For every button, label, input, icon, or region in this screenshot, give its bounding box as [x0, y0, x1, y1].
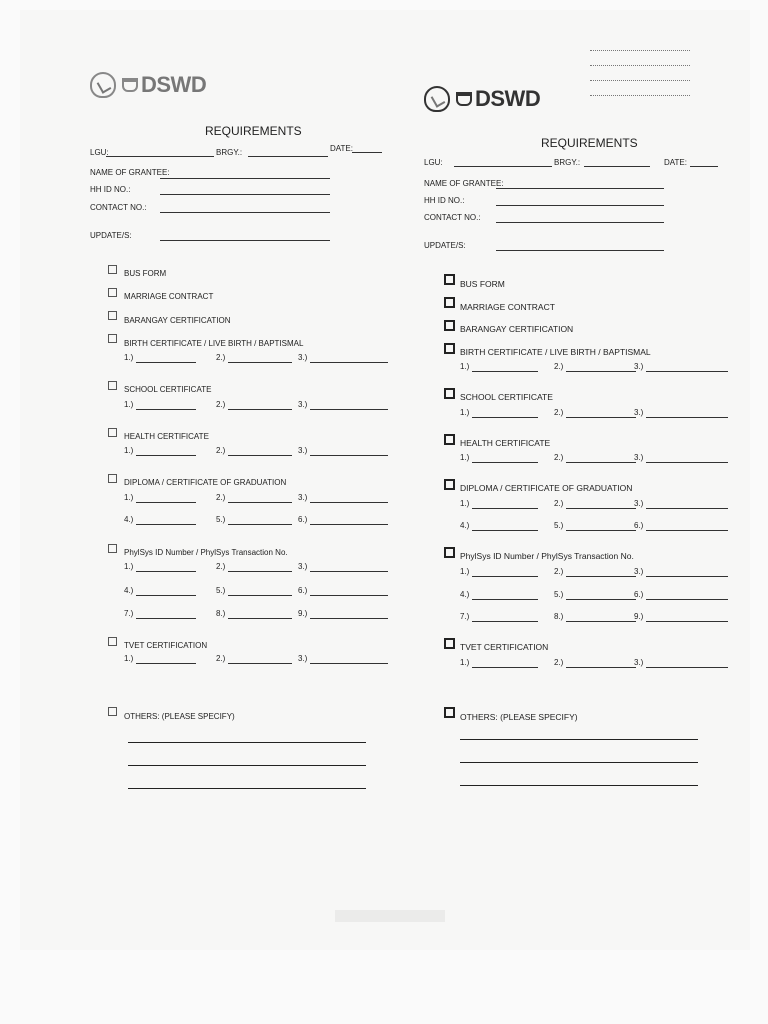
- birth-entry-number: 2.): [554, 362, 564, 371]
- diploma-entry-number: 2.): [554, 499, 564, 508]
- philsys-entry-field[interactable]: [472, 599, 538, 600]
- tvet-label: TVET CERTIFICATION: [124, 641, 208, 650]
- school-entry-number: 3.): [634, 408, 644, 417]
- tvet-entry-number: 1.): [124, 654, 134, 663]
- diploma-entry-field[interactable]: [136, 524, 196, 525]
- date-label: DATE:: [664, 158, 687, 167]
- philsys-entry-field[interactable]: [228, 595, 292, 596]
- others-specify-field[interactable]: [460, 739, 698, 740]
- others-checkbox[interactable]: [108, 707, 117, 716]
- hh-id-field[interactable]: [160, 194, 330, 195]
- dswd-seal-icon: [90, 72, 116, 98]
- birth-entry-number: 1.): [460, 362, 470, 371]
- form-title: REQUIREMENTS: [541, 136, 638, 150]
- school-entry-field[interactable]: [310, 409, 388, 410]
- barangay-label: BARANGAY CERTIFICATION: [124, 316, 231, 325]
- philsys-entry-field[interactable]: [472, 621, 538, 622]
- marriage-checkbox[interactable]: [108, 288, 117, 297]
- school-entry-number: 1.): [124, 400, 134, 409]
- school-entry-field[interactable]: [566, 417, 636, 418]
- birth-entry-field[interactable]: [472, 371, 538, 372]
- hh-id-label: HH ID NO.:: [90, 185, 131, 194]
- diploma-label: DIPLOMA / CERTIFICATE OF GRADUATION: [460, 483, 633, 493]
- philsys-entry-number: 1.): [460, 567, 470, 576]
- updates-field[interactable]: [160, 240, 330, 241]
- tvet-entry-field[interactable]: [310, 663, 388, 664]
- birth-entry-number: 3.): [298, 353, 308, 362]
- philsys-entry-field[interactable]: [646, 576, 728, 577]
- brgy-label: BRGY.:: [554, 158, 581, 167]
- philsys-entry-number: 2.): [216, 562, 226, 571]
- philsys-entry-field[interactable]: [310, 618, 388, 619]
- health-entry-number: 2.): [554, 453, 564, 462]
- contact-field[interactable]: [496, 222, 664, 223]
- philsys-entry-field[interactable]: [472, 576, 538, 577]
- philsys-entry-field[interactable]: [228, 618, 292, 619]
- diploma-entry-number: 6.): [298, 515, 308, 524]
- tvet-entry-field[interactable]: [228, 663, 292, 664]
- tvet-checkbox[interactable]: [444, 638, 455, 649]
- philsys-entry-field[interactable]: [566, 621, 636, 622]
- dswd-seal-icon: [424, 86, 450, 112]
- school-entry-number: 1.): [460, 408, 470, 417]
- philsys-entry-field[interactable]: [566, 576, 636, 577]
- school-checkbox[interactable]: [108, 381, 117, 390]
- contact-label: CONTACT NO.:: [90, 203, 147, 212]
- birth-checkbox[interactable]: [444, 343, 455, 354]
- dswd-logo: [90, 72, 206, 98]
- form-title: REQUIREMENTS: [205, 124, 302, 138]
- others-checkbox[interactable]: [444, 707, 455, 718]
- diploma-entry-number: 5.): [216, 515, 226, 524]
- birth-label: BIRTH CERTIFICATE / LIVE BIRTH / BAPTISMAL: [124, 339, 304, 348]
- philsys-entry-number: 3.): [298, 562, 308, 571]
- diploma-entry-field[interactable]: [472, 530, 538, 531]
- birth-entry-number: 3.): [634, 362, 644, 371]
- philsys-entry-field[interactable]: [646, 621, 728, 622]
- health-entry-field[interactable]: [310, 455, 388, 456]
- barangay-checkbox[interactable]: [108, 311, 117, 320]
- tvet-entry-number: 1.): [460, 658, 470, 667]
- lgu-label: LGU:: [90, 148, 109, 157]
- school-label: SCHOOL CERTIFICATE: [124, 385, 212, 394]
- health-entry-field[interactable]: [472, 462, 538, 463]
- health-entry-number: 1.): [124, 446, 134, 455]
- diploma-entry-field[interactable]: [646, 530, 728, 531]
- agency-name: DSWD: [141, 72, 207, 97]
- diploma-entry-field[interactable]: [310, 502, 388, 503]
- health-checkbox[interactable]: [444, 434, 455, 445]
- birth-entry-field[interactable]: [228, 362, 292, 363]
- brgy-field[interactable]: [248, 156, 328, 157]
- philsys-label: PhylSys ID Number / PhylSys Transaction No.: [460, 551, 634, 561]
- birth-entry-field[interactable]: [646, 371, 728, 372]
- philsys-entry-number: 8.): [554, 612, 564, 621]
- lgu-label: LGU:: [424, 158, 443, 167]
- tvet-entry-number: 2.): [554, 658, 564, 667]
- bus-form-checkbox[interactable]: [108, 265, 117, 274]
- diploma-entry-field[interactable]: [136, 502, 196, 503]
- tvet-entry-field[interactable]: [136, 663, 196, 664]
- tvet-entry-number: 3.): [634, 658, 644, 667]
- birth-entry-field[interactable]: [566, 371, 636, 372]
- philsys-checkbox[interactable]: [108, 544, 117, 553]
- diploma-entry-number: 6.): [634, 521, 644, 530]
- tvet-entry-number: 3.): [298, 654, 308, 663]
- school-entry-field[interactable]: [646, 417, 728, 418]
- contact-label: CONTACT NO.:: [424, 213, 481, 222]
- philsys-entry-number: 7.): [460, 612, 470, 621]
- updates-label: UPDATE/S:: [424, 241, 466, 250]
- tvet-entry-number: 2.): [216, 654, 226, 663]
- diploma-entry-number: 1.): [124, 493, 134, 502]
- school-entry-number: 2.): [554, 408, 564, 417]
- philsys-entry-field[interactable]: [136, 595, 196, 596]
- philsys-entry-number: 4.): [124, 586, 134, 595]
- health-entry-number: 3.): [298, 446, 308, 455]
- philsys-entry-number: 5.): [554, 590, 564, 599]
- dswd-logo: [424, 86, 540, 112]
- others-specify-field[interactable]: [460, 762, 698, 763]
- philsys-entry-number: 4.): [460, 590, 470, 599]
- diploma-entry-number: 2.): [216, 493, 226, 502]
- philsys-entry-number: 7.): [124, 609, 134, 618]
- philsys-entry-number: 9.): [634, 612, 644, 621]
- philsys-entry-number: 8.): [216, 609, 226, 618]
- philsys-label: PhylSys ID Number / PhylSys Transaction No.: [124, 548, 288, 557]
- dswd-cup-icon: [456, 92, 472, 106]
- diploma-entry-field[interactable]: [310, 524, 388, 525]
- philsys-entry-number: 1.): [124, 562, 134, 571]
- grantee-field[interactable]: [160, 178, 330, 179]
- barangay-label: BARANGAY CERTIFICATION: [460, 324, 574, 334]
- diploma-checkbox[interactable]: [108, 474, 117, 483]
- others-label: OTHERS: (PLEASE SPECIFY): [124, 712, 235, 721]
- brgy-field[interactable]: [584, 166, 650, 167]
- diploma-entry-field[interactable]: [566, 508, 636, 509]
- contact-field[interactable]: [160, 212, 330, 213]
- philsys-entry-field[interactable]: [228, 571, 292, 572]
- date-label: DATE:: [330, 144, 353, 153]
- date-field[interactable]: [690, 166, 718, 167]
- philsys-entry-number: 9.): [298, 609, 308, 618]
- tvet-entry-field[interactable]: [646, 667, 728, 668]
- diploma-entry-number: 4.): [124, 515, 134, 524]
- hh-id-field[interactable]: [496, 205, 664, 206]
- grantee-field[interactable]: [496, 188, 664, 189]
- philsys-entry-number: 6.): [298, 586, 308, 595]
- diploma-entry-number: 4.): [460, 521, 470, 530]
- diploma-entry-field[interactable]: [228, 502, 292, 503]
- philsys-entry-field[interactable]: [136, 571, 196, 572]
- tvet-checkbox[interactable]: [108, 637, 117, 646]
- diploma-entry-number: 3.): [298, 493, 308, 502]
- diploma-checkbox[interactable]: [444, 479, 455, 490]
- health-entry-field[interactable]: [228, 455, 292, 456]
- school-entry-field[interactable]: [228, 409, 292, 410]
- others-specify-field[interactable]: [128, 788, 366, 789]
- philsys-entry-field[interactable]: [566, 599, 636, 600]
- health-entry-field[interactable]: [136, 455, 196, 456]
- marriage-label: MARRIAGE CONTRACT: [124, 292, 214, 301]
- hh-id-label: HH ID NO.:: [424, 196, 465, 205]
- grantee-label: NAME OF GRANTEE:: [424, 179, 504, 188]
- diploma-entry-field[interactable]: [566, 530, 636, 531]
- philsys-checkbox[interactable]: [444, 547, 455, 558]
- lgu-field[interactable]: [106, 156, 214, 157]
- dswd-cup-icon: [122, 78, 138, 92]
- updates-field[interactable]: [496, 250, 664, 251]
- philsys-entry-number: 2.): [554, 567, 564, 576]
- diploma-label: DIPLOMA / CERTIFICATE OF GRADUATION: [124, 478, 287, 487]
- tvet-entry-field[interactable]: [472, 667, 538, 668]
- scan-smudge: [335, 910, 445, 922]
- others-label: OTHERS: (PLEASE SPECIFY): [460, 712, 578, 722]
- philsys-entry-number: 6.): [634, 590, 644, 599]
- health-checkbox[interactable]: [108, 428, 117, 437]
- bus-form-checkbox[interactable]: [444, 274, 455, 285]
- school-entry-field[interactable]: [472, 417, 538, 418]
- marriage-label: MARRIAGE CONTRACT: [460, 302, 555, 312]
- health-entry-number: 1.): [460, 453, 470, 462]
- birth-checkbox[interactable]: [108, 334, 117, 343]
- diploma-entry-number: 1.): [460, 499, 470, 508]
- others-specify-field[interactable]: [128, 765, 366, 766]
- birth-entry-number: 2.): [216, 353, 226, 362]
- school-label: SCHOOL CERTIFICATE: [460, 392, 553, 402]
- tvet-label: TVET CERTIFICATION: [460, 642, 549, 652]
- health-label: HEALTH CERTIFICATE: [460, 438, 551, 448]
- birth-entry-field[interactable]: [136, 362, 196, 363]
- brgy-label: BRGY.:: [216, 148, 243, 157]
- bus-form-label: BUS FORM: [124, 269, 167, 278]
- school-checkbox[interactable]: [444, 388, 455, 399]
- diploma-entry-number: 3.): [634, 499, 644, 508]
- philsys-entry-number: 5.): [216, 586, 226, 595]
- school-entry-number: 2.): [216, 400, 226, 409]
- philsys-entry-number: 3.): [634, 567, 644, 576]
- handwritten-notes: [590, 42, 690, 100]
- others-specify-field[interactable]: [128, 742, 366, 743]
- diploma-entry-field[interactable]: [646, 508, 728, 509]
- health-entry-field[interactable]: [646, 462, 728, 463]
- philsys-entry-field[interactable]: [646, 599, 728, 600]
- health-entry-number: 3.): [634, 453, 644, 462]
- diploma-entry-number: 5.): [554, 521, 564, 530]
- birth-label: BIRTH CERTIFICATE / LIVE BIRTH / BAPTISMAL: [460, 347, 651, 357]
- health-entry-number: 2.): [216, 446, 226, 455]
- birth-entry-field[interactable]: [310, 362, 388, 363]
- school-entry-field[interactable]: [136, 409, 196, 410]
- agency-name: DSWD: [475, 86, 541, 111]
- lgu-field[interactable]: [454, 166, 552, 167]
- tvet-entry-field[interactable]: [566, 667, 636, 668]
- updates-label: UPDATE/S:: [90, 231, 132, 240]
- others-specify-field[interactable]: [460, 785, 698, 786]
- barangay-checkbox[interactable]: [444, 320, 455, 331]
- birth-entry-number: 1.): [124, 353, 134, 362]
- health-label: HEALTH CERTIFICATE: [124, 432, 209, 441]
- bus-form-label: BUS FORM: [460, 279, 505, 289]
- date-field[interactable]: [352, 152, 382, 153]
- philsys-entry-field[interactable]: [310, 571, 388, 572]
- philsys-entry-field[interactable]: [310, 595, 388, 596]
- diploma-entry-field[interactable]: [228, 524, 292, 525]
- health-entry-field[interactable]: [566, 462, 636, 463]
- philsys-entry-field[interactable]: [136, 618, 196, 619]
- school-entry-number: 3.): [298, 400, 308, 409]
- grantee-label: NAME OF GRANTEE:: [90, 168, 170, 177]
- diploma-entry-field[interactable]: [472, 508, 538, 509]
- marriage-checkbox[interactable]: [444, 297, 455, 308]
